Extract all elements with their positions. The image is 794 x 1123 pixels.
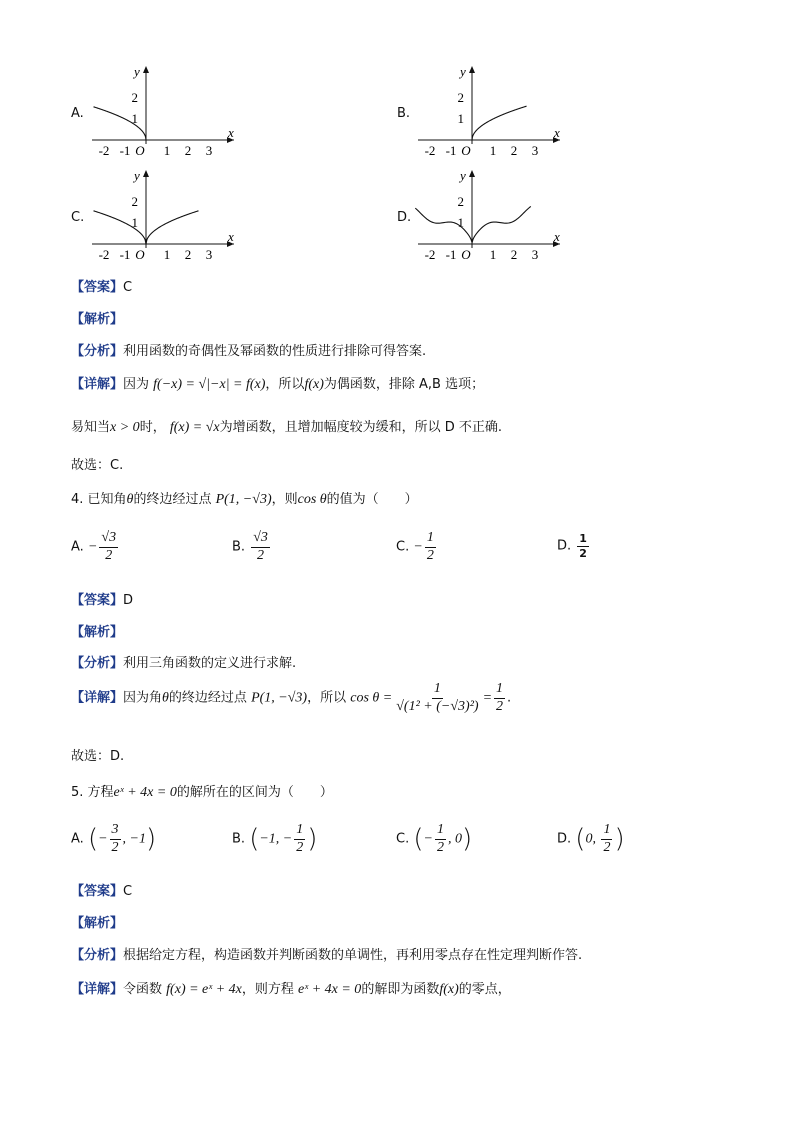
function-curve bbox=[415, 206, 531, 242]
detail-text: 因为 bbox=[123, 377, 150, 392]
x-tick-label: 2 bbox=[184, 143, 192, 158]
fraction-numerator: 1 bbox=[601, 823, 612, 840]
fraction-denominator: 2 bbox=[603, 839, 611, 855]
function-curve bbox=[472, 106, 527, 140]
fraction-numerator: 1 bbox=[425, 531, 436, 548]
answer-tag: 【答案】 bbox=[71, 884, 124, 899]
graph-d-axes bbox=[414, 166, 564, 266]
fraction-denominator: 2 bbox=[426, 547, 434, 563]
detail-text: 为偶函数，排除 A,B 选项； bbox=[323, 377, 485, 392]
x-tick-label: O bbox=[135, 143, 145, 158]
option-sign: − bbox=[87, 539, 98, 555]
x-tick-label: -2 bbox=[424, 247, 436, 262]
x-tick-label: -1 bbox=[119, 247, 131, 262]
fraction-numerator: √3 bbox=[99, 531, 118, 548]
analysis-tag: 【解析】 bbox=[71, 625, 124, 640]
x-tick-label: O bbox=[461, 247, 471, 262]
detail-text: ，则方程 bbox=[241, 982, 294, 997]
interval-right: , 0 bbox=[447, 831, 462, 847]
option-letter: A. bbox=[71, 539, 84, 555]
graph-a-axes bbox=[88, 62, 238, 162]
option-letter: B. bbox=[397, 106, 411, 121]
stem-text: 4. 已知角 bbox=[71, 492, 127, 507]
x-tick-label: 3 bbox=[205, 143, 213, 158]
fenxi-text: 利用函数的奇偶性及幂函数的性质进行排除可得答案. bbox=[123, 344, 427, 359]
x-tick-label: -1 bbox=[119, 143, 131, 158]
q3-analysis-heading bbox=[71, 308, 123, 327]
x-tick-label: 1 bbox=[489, 247, 497, 262]
graph-c-axes bbox=[88, 166, 238, 266]
math-sqrt-function: f(x) = √x bbox=[169, 420, 220, 435]
fraction-numerator: 1 bbox=[579, 532, 587, 545]
stem-text: ，则 bbox=[271, 492, 298, 507]
y-tick-label: 1 bbox=[457, 111, 464, 126]
stem-text: 的终边经过点 bbox=[133, 492, 212, 507]
option-letter: B. bbox=[232, 539, 246, 555]
fraction-denominator: 2 bbox=[111, 839, 119, 855]
q4-option-b bbox=[232, 531, 272, 563]
q5-option-d: D. (0, $\frac{1}{2}$ ) bbox=[557, 822, 625, 855]
math-function: f(x) = eˣ + 4x bbox=[166, 982, 242, 997]
x-tick-label: -2 bbox=[98, 247, 110, 262]
fenxi-tag: 【分析】 bbox=[71, 344, 124, 359]
detail-text: 的终边经过点 bbox=[168, 690, 247, 706]
fraction-denominator: √(1² + (−√3)²) bbox=[396, 698, 479, 714]
math-theta: θ bbox=[162, 690, 169, 706]
y-axis-label: y bbox=[134, 168, 140, 183]
y-tick-label: 2 bbox=[131, 90, 138, 105]
option-letter: C. bbox=[71, 210, 85, 225]
xiangjie-tag: 【详解】 bbox=[71, 690, 124, 706]
graph-b-axes bbox=[414, 62, 564, 162]
y-axis-arrow bbox=[469, 66, 475, 73]
q4-stem bbox=[71, 488, 418, 508]
x-axis-label: x bbox=[554, 229, 560, 244]
q5-option-b: B. (−1, − $\frac{1}{2}$ ) bbox=[232, 822, 318, 855]
q3-fenxi bbox=[71, 340, 426, 359]
math-cos: cos θ bbox=[297, 492, 327, 507]
x-tick-label: 3 bbox=[205, 247, 213, 262]
q5-option-a: A. (− $\frac{3}{2}$ , −1) bbox=[71, 822, 157, 855]
answer-value: C bbox=[123, 884, 133, 899]
q4-conclusion: 故选：D. bbox=[71, 749, 125, 764]
y-tick-label: 2 bbox=[131, 194, 138, 209]
fraction-numerator: 3 bbox=[110, 823, 121, 840]
stem-text: 的解所在的区间为（ ） bbox=[176, 785, 333, 800]
x-tick-label: 3 bbox=[531, 143, 539, 158]
q5-option-c: C. (− $\frac{1}{2}$ , 0) bbox=[396, 822, 473, 855]
option-letter: A. bbox=[71, 831, 84, 847]
q5-answer bbox=[71, 880, 132, 899]
y-tick-label: 1 bbox=[131, 215, 138, 230]
math-equation: eˣ + 4x = 0 bbox=[113, 785, 177, 800]
q4-fenxi bbox=[71, 652, 296, 671]
math-fx: f(x) bbox=[439, 982, 459, 997]
x-tick-label: 2 bbox=[510, 143, 518, 158]
math-cos-fraction bbox=[394, 682, 480, 714]
x-tick-label: -2 bbox=[424, 143, 436, 158]
fraction-denominator: 2 bbox=[579, 546, 587, 560]
x-tick-label: 1 bbox=[163, 247, 171, 262]
q3-answer bbox=[71, 276, 132, 295]
fraction-numerator: 1 bbox=[435, 823, 446, 840]
math-point: P(1, −√3) bbox=[251, 690, 308, 706]
interval-left: − bbox=[423, 831, 433, 847]
fenxi-tag: 【分析】 bbox=[71, 948, 124, 963]
q4-option-d bbox=[557, 533, 591, 559]
analysis-tag: 【解析】 bbox=[71, 312, 124, 327]
q4-option-c bbox=[396, 531, 438, 563]
x-axis-label: x bbox=[228, 229, 234, 244]
y-tick-label: 1 bbox=[457, 215, 464, 230]
x-tick-label: 1 bbox=[489, 143, 497, 158]
answer-tag: 【答案】 bbox=[71, 280, 124, 295]
fraction-denominator: 2 bbox=[105, 547, 113, 563]
analysis-tag: 【解析】 bbox=[71, 916, 124, 931]
x-tick-label: -1 bbox=[445, 143, 457, 158]
option-letter: C. bbox=[396, 539, 410, 555]
q4-answer bbox=[71, 589, 133, 608]
answer-value: C bbox=[123, 280, 133, 295]
y-tick-label: 2 bbox=[457, 194, 464, 209]
y-axis-label: y bbox=[460, 168, 466, 183]
detail-text: . bbox=[507, 690, 512, 706]
q5-stem bbox=[71, 781, 333, 801]
option-letter: C. bbox=[396, 831, 410, 847]
detail-text: 的解即为函数 bbox=[361, 982, 440, 997]
math-fx: f(x) bbox=[304, 377, 324, 392]
math-equals: = bbox=[482, 690, 493, 706]
x-axis-label: x bbox=[228, 125, 234, 140]
function-curve bbox=[94, 107, 147, 140]
option-letter: B. bbox=[232, 831, 246, 847]
q5-detail bbox=[71, 978, 511, 998]
math-cos-equals: cos θ = bbox=[350, 690, 393, 706]
detail-text: 易知当 bbox=[71, 420, 111, 435]
fenxi-text: 利用三角函数的定义进行求解. bbox=[123, 656, 297, 671]
x-tick-label: -2 bbox=[98, 143, 110, 158]
xiangjie-tag: 【详解】 bbox=[71, 377, 124, 392]
stem-text: 的值为（ ） bbox=[326, 492, 418, 507]
interval-left: 0, bbox=[585, 831, 600, 847]
x-tick-label: 1 bbox=[163, 143, 171, 158]
math-theta: θ bbox=[126, 492, 134, 507]
fenxi-text: 根据给定方程，构造函数并判断函数的单调性，再利用零点存在性定理判断作答. bbox=[123, 948, 583, 963]
y-tick-label: 1 bbox=[131, 111, 138, 126]
q5-fenxi bbox=[71, 944, 582, 963]
detail-text: 令函数 bbox=[123, 982, 163, 997]
fraction-denominator: 2 bbox=[296, 839, 304, 855]
x-axis-label: x bbox=[554, 125, 560, 140]
x-tick-label: O bbox=[135, 247, 145, 262]
fraction-numerator: 1 bbox=[432, 682, 443, 699]
fenxi-tag: 【分析】 bbox=[71, 656, 124, 671]
detail-text: 的零点， bbox=[458, 982, 511, 997]
q3-conclusion: 故选：C. bbox=[71, 458, 124, 473]
interval-right: , −1 bbox=[122, 831, 146, 847]
math-condition: x > 0 bbox=[110, 420, 140, 435]
fraction-denominator: 2 bbox=[436, 839, 444, 855]
y-axis-arrow bbox=[469, 170, 475, 177]
detail-text: 时， bbox=[139, 420, 166, 435]
interval-left: −1, − bbox=[259, 831, 293, 847]
answer-tag: 【答案】 bbox=[71, 593, 124, 608]
option-sign: − bbox=[413, 539, 423, 555]
detail-text: ，所以 bbox=[307, 690, 347, 706]
interval-left: − bbox=[98, 831, 108, 847]
detail-text: 因为角 bbox=[123, 690, 163, 706]
fraction-denominator: 2 bbox=[257, 547, 265, 563]
y-axis-arrow bbox=[143, 170, 149, 177]
x-tick-label: 2 bbox=[184, 247, 192, 262]
math-point: P(1, −√3) bbox=[215, 492, 272, 507]
fraction-denominator: 2 bbox=[496, 698, 504, 714]
q4-analysis-heading bbox=[71, 621, 123, 640]
fraction-numerator: 1 bbox=[294, 823, 305, 840]
y-tick-label: 2 bbox=[457, 90, 464, 105]
math-even-function: f(−x) = √|−x| = f(x) bbox=[153, 377, 266, 392]
xiangjie-tag: 【详解】 bbox=[71, 982, 124, 997]
x-tick-label: 3 bbox=[531, 247, 539, 262]
q3-detail-line1 bbox=[71, 373, 484, 393]
option-letter: D. bbox=[397, 210, 412, 225]
option-letter: D. bbox=[557, 538, 572, 554]
math-equation: eˣ + 4x = 0 bbox=[298, 982, 362, 997]
q3-detail-line2 bbox=[71, 416, 502, 436]
x-tick-label: 2 bbox=[510, 247, 518, 262]
q4-detail bbox=[71, 682, 511, 714]
q4-option-a bbox=[71, 531, 120, 563]
y-axis-arrow bbox=[143, 66, 149, 73]
fraction-numerator: √3 bbox=[251, 531, 270, 548]
detail-text: 为增函数，且增加幅度较为缓和，所以 D 不正确. bbox=[219, 420, 503, 435]
q5-analysis-heading bbox=[71, 912, 123, 931]
detail-text: ，所以 bbox=[265, 377, 305, 392]
x-tick-label: O bbox=[461, 143, 471, 158]
x-tick-label: -1 bbox=[445, 247, 457, 262]
y-axis-label: y bbox=[134, 64, 140, 79]
fraction-numerator: 1 bbox=[494, 682, 505, 699]
option-letter: D. bbox=[557, 831, 572, 847]
option-letter: A. bbox=[71, 106, 84, 121]
stem-text: 5. 方程 bbox=[71, 785, 114, 800]
y-axis-label: y bbox=[460, 64, 466, 79]
answer-value: D bbox=[123, 593, 134, 608]
